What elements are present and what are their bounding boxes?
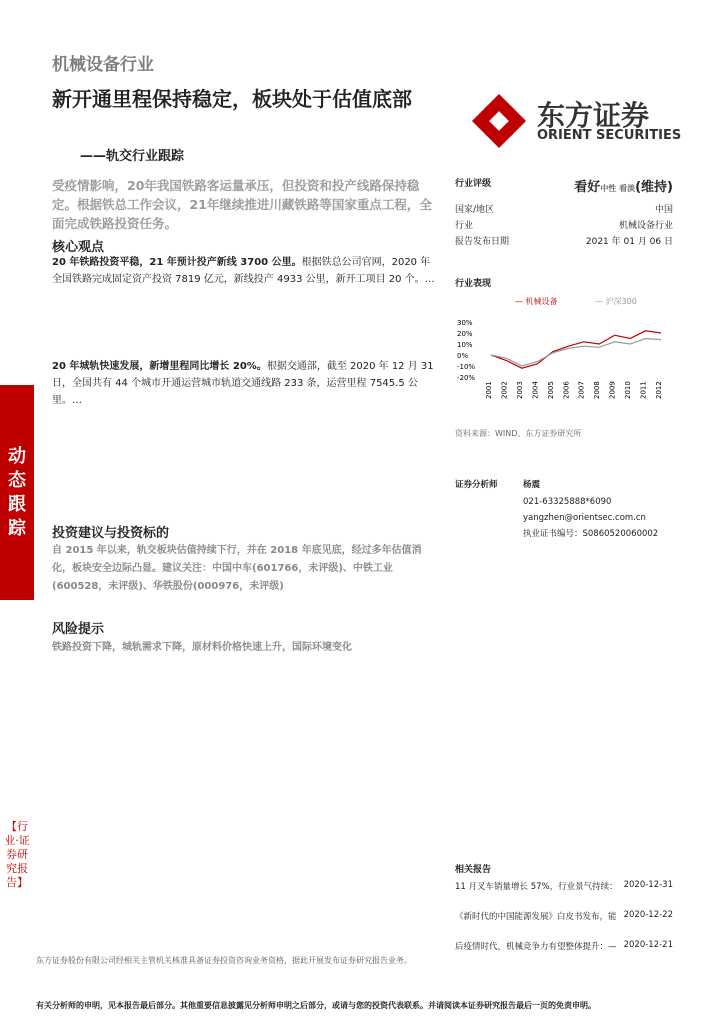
x-tick: 2011 xyxy=(639,381,648,399)
vertical-label: 【行业·证券研究报告】 xyxy=(4,820,30,889)
section-label: 机械设备行业 xyxy=(52,55,154,75)
rating-label: 行业评级 xyxy=(455,179,492,189)
info-row-1 xyxy=(455,202,673,215)
analyst-label: 证券分析师 xyxy=(455,480,498,490)
related-date: 2020-12-22 xyxy=(623,910,673,920)
lead-paragraph: 受疫情影响，20年我国铁路客运量承压，但投资和投产线路保持稳定。根据铁总工作会议，21年继续推进川藏铁路等国家重点工程，全面完成铁路投资任务。 xyxy=(52,178,432,231)
related-title: 《新时代的中国能源发展》白皮书发布，能 xyxy=(455,912,617,922)
bullet-1 xyxy=(52,254,437,288)
info-val: 2021 年 01 月 06 日 xyxy=(585,237,673,247)
y-tick: -20% xyxy=(457,374,476,382)
bullet-1-text: 根据铁总公司官网，2020 年全国铁路完成固定资产投资 7819 亿元，新线投产 4933 公里，新开工项目 20 个。… xyxy=(52,257,435,285)
x-tick: 2003 xyxy=(515,381,524,399)
footer-1: 东方证券股份有限公司经相关主管机关核准具备证券投资咨询业务资格，据此开展发布证券研究报告业务。 xyxy=(36,956,412,965)
info-key: 行业 xyxy=(455,221,474,231)
y-tick: 20% xyxy=(457,330,473,338)
logo-en: ORIENT SECURITIES xyxy=(537,128,682,143)
x-tick: 2004 xyxy=(531,381,540,399)
bullet-1-bold: 20 年铁路投资平稳，21 年预计投产新线 3700 公里。 xyxy=(52,257,302,268)
analyst-name: 杨震 xyxy=(523,480,541,490)
invest-heading: 投资建议与投资标的 xyxy=(52,526,170,541)
analyst-mail: yangzhen@orientsec.com.cn xyxy=(523,513,646,523)
core-heading: 核心观点 xyxy=(52,240,105,255)
y-tick: 30% xyxy=(457,319,473,327)
x-tick: 2012 xyxy=(655,381,663,399)
rating-mid: 中性 看淡 xyxy=(600,184,636,193)
related-title: 后疫情时代，机械竞争力有望整体提升：— xyxy=(455,942,617,952)
x-tick: 2001 xyxy=(485,381,493,399)
analyst-contact xyxy=(523,494,658,542)
risk-heading: 风险提示 xyxy=(52,622,105,637)
x-tick: 2009 xyxy=(608,381,617,399)
bullet-2 xyxy=(52,358,437,409)
logo-cn: 东方证券 xyxy=(537,99,650,132)
perf-label: 行业表现 xyxy=(455,279,492,289)
risk-text: 铁路投资下降，城轨需求下降，原材料价格快速上升，国际环境变化 xyxy=(52,642,352,653)
rating-row xyxy=(455,176,673,195)
y-tick: 0% xyxy=(457,352,469,360)
legend-1: — 沪深300 xyxy=(595,297,637,306)
info-key: 国家/地区 xyxy=(455,205,495,215)
x-tick: 2006 xyxy=(562,381,571,399)
related-heading: 相关报告 xyxy=(455,865,492,875)
x-tick: 2010 xyxy=(624,381,633,399)
related-date: 2020-12-31 xyxy=(623,880,673,890)
x-tick: 2005 xyxy=(546,381,555,399)
series-line-1 xyxy=(491,339,661,367)
info-val: 中国 xyxy=(654,205,673,215)
x-tick: 2008 xyxy=(593,381,602,399)
performance-chart xyxy=(455,292,673,412)
report-subtitle: ——轨交行业跟踪 xyxy=(80,149,185,164)
footer-2: 有关分析师的申明，见本报告最后部分。其他重要信息披露见分析师申明之后部分，或请与您的投资代表联系。并请阅读本证券研究报告最后一页的免责申明。 xyxy=(36,1001,596,1010)
related-item[interactable] xyxy=(455,940,673,952)
series-line-0 xyxy=(491,331,661,368)
legend-0: — 机械设备 xyxy=(515,297,558,306)
related-date: 2020-12-21 xyxy=(623,940,673,950)
info-row-2 xyxy=(455,218,673,231)
info-key: 报告发布日期 xyxy=(455,237,510,247)
analyst-tel: 021-63325888*6090 xyxy=(523,497,612,507)
info-row-3 xyxy=(455,234,673,247)
invest-text: 自 2015 年以来，轨交板块估值持续下行，并在 2018 年底见底，经过多年估值消化，板块安全边际凸显。建议关注：中国中车(601766，未评级)、中铁工业(600528，未评级)、华铁股份(000976，未评级) xyxy=(52,545,422,592)
analyst-row xyxy=(455,478,673,490)
side-tab: 动态跟踪 xyxy=(0,385,34,600)
y-tick: 10% xyxy=(457,341,473,349)
x-tick: 2002 xyxy=(500,381,509,399)
related-title: 11 月叉车销量增长 57%，行业景气持续： xyxy=(455,882,618,892)
y-tick: -10% xyxy=(457,363,476,371)
info-val: 机械设备行业 xyxy=(618,221,673,231)
logo-icon xyxy=(470,92,528,150)
analyst-cert: 执业证书编号：S0860520060002 xyxy=(523,529,659,539)
x-tick: 2007 xyxy=(577,381,586,399)
related-item[interactable] xyxy=(455,910,673,922)
chart-source: 资料来源：WIND、东方证券研究所 xyxy=(455,429,582,438)
perf-title xyxy=(455,276,673,289)
rating-value: 看好 xyxy=(574,180,601,195)
related-item[interactable] xyxy=(455,880,673,892)
bullet-2-bold: 20 年城轨快速发展，新增里程同比增长 20%。 xyxy=(52,361,267,372)
bullet-2-text: 根据交通部，截至 2020 年 12 月 31 日，全国共有 44 个城市开通运营城市轨道交通线路 233 条，运营里程 7545.5 公里。… xyxy=(52,361,434,406)
report-title: 新开通里程保持稳定，板块处于估值底部 xyxy=(52,87,412,111)
rating-keep: (维持) xyxy=(635,180,673,195)
